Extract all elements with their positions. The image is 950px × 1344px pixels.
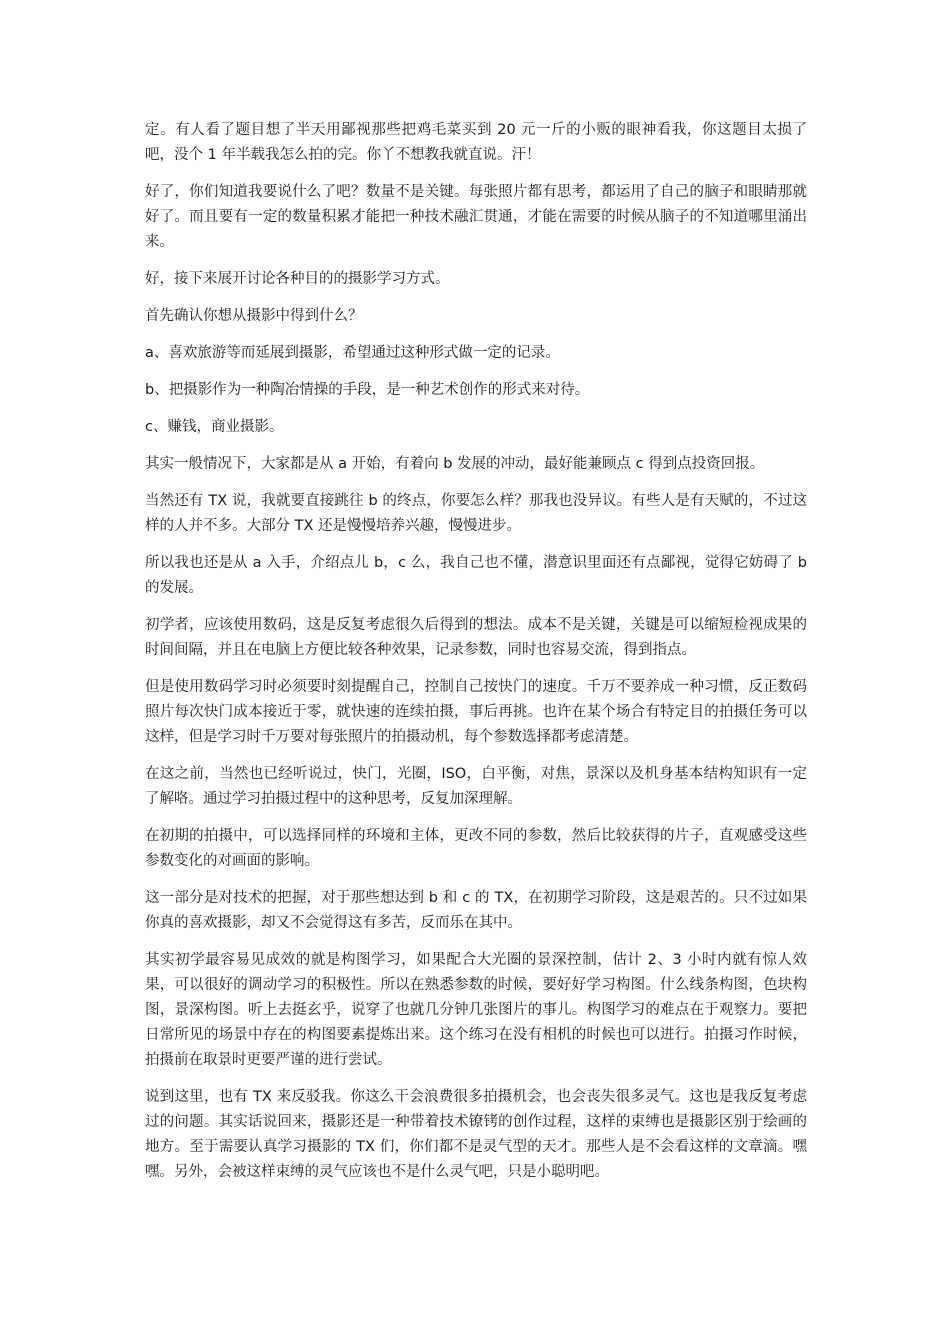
paragraph: 好，接下来展开讨论各种目的的摄影学习方式。 — [145, 271, 450, 287]
paragraph: 在初期的拍摄中，可以选择同样的环境和主体，更改不同的参数，然后比较获得的片子，直观感受这些参数变化的对画面的影响。 — [145, 828, 807, 869]
paragraph: 其实一般情况下，大家都是从 a 开始，有着向 b 发展的冲动，最好能兼顾点 c 得到点投资回报。 — [145, 456, 765, 472]
paragraph: 说到这里，也有 TX 来反驳我。你这么干会浪费很多拍摄机会，也会丧失很多灵气。这也是我反复考虑过的问题。其实话说回来，摄影还是一种带着技术镣铐的创作过程，这样的束缚也是摄影区别于绘画的地方。至于需要认真学习摄影的 TX 们，你们都不是灵气型的天才。那些人是不会看这样的文章滴。嘿嘿。另外，会被这样束缚的灵气应该也不是什么灵气吧，只是小聪明吧。 — [145, 1089, 807, 1180]
paragraph: 其实初学最容易见成效的就是构图学习，如果配合大光圈的景深控制，估计 2、3 小时内就有惊人效果，可以很好的调动学习的积极性。所以在熟悉参数的时候，要好好学习构图。什么线条构图，色块构图，景深构图。听上去挺玄乎，说穿了也就几分钟几张图片的事儿。构图学习的难点在于观察力。要把日常所见的场景中存在的构图要素提炼出来。这个练习在没有相机的时候也可以进行。拍摄习作时候，拍摄前在取景时更要严谨的进行尝试。 — [145, 952, 807, 1068]
paragraph: 在这之前，当然也已经听说过，快门，光圈，ISO，白平衡，对焦，景深以及机身基本结构知识有一定了解咯。通过学习拍摄过程中的这种思考，反复加深理解。 — [145, 766, 807, 807]
paragraph: 初学者，应该使用数码，这是反复考虑很久后得到的想法。成本不是关键，关键是可以缩短检视成果的时间间隔，并且在电脑上方便比较各种效果，记录参数，同时也容易交流，得到指点。 — [145, 617, 807, 658]
paragraph: 当然还有 TX 说，我就要直接跳往 b 的终点，你要怎么样？那我也没异议。有些人是有天赋的，不过这样的人并不多。大部分 TX 还是慢慢培养兴趣，慢慢进步。 — [145, 493, 807, 534]
paragraph: 所以我也还是从 a 入手，介绍点儿 b，c 么，我自己也不懂，潜意识里面还有点鄙视，觉得它妨碍了 b 的发展。 — [145, 555, 807, 596]
paragraph: 但是使用数码学习时必须要时刻提醒自己，控制自己按快门的速度。千万不要养成一种习惯，反正数码照片每次快门成本接近于零，就快速的连续拍摄，事后再挑。也许在某个场合有特定目的拍摄任务可以这样，但是学习时千万要对每张照片的拍摄动机，每个参数选择都考虑清楚。 — [145, 679, 807, 745]
paragraph: b、把摄影作为一种陶冶情操的手段，是一种艺术创作的形式来对待。 — [145, 382, 590, 398]
paragraph: a、喜欢旅游等而延展到摄影，希望通过这种形式做一定的记录。 — [145, 345, 560, 361]
document-body — [145, 118, 807, 1197]
paragraph: 定。有人看了题目想了半天用鄙视那些把鸡毛菜买到 20 元一斤的小贩的眼神看我，你这题目太损了吧，没个 1 年半载我怎么拍的完。你丫不想教我就直说。汗！ — [145, 122, 807, 163]
paragraph: 这一部分是对技术的把握，对于那些想达到 b 和 c 的 TX，在初期学习阶段，这是艰苦的。只不过如果你真的喜欢摄影，却又不会觉得这有多苦，反而乐在其中。 — [145, 890, 807, 931]
paragraph: 好了，你们知道我要说什么了吧？数量不是关键。每张照片都有思考，都运用了自己的脑子和眼睛那就好了。而且要有一定的数量积累才能把一种技术融汇贯通，才能在需要的时候从脑子的不知道哪里涌出来。 — [145, 184, 807, 250]
paragraph: 首先确认你想从摄影中得到什么？ — [145, 308, 363, 324]
paragraph: c、赚钱，商业摄影。 — [145, 419, 284, 435]
